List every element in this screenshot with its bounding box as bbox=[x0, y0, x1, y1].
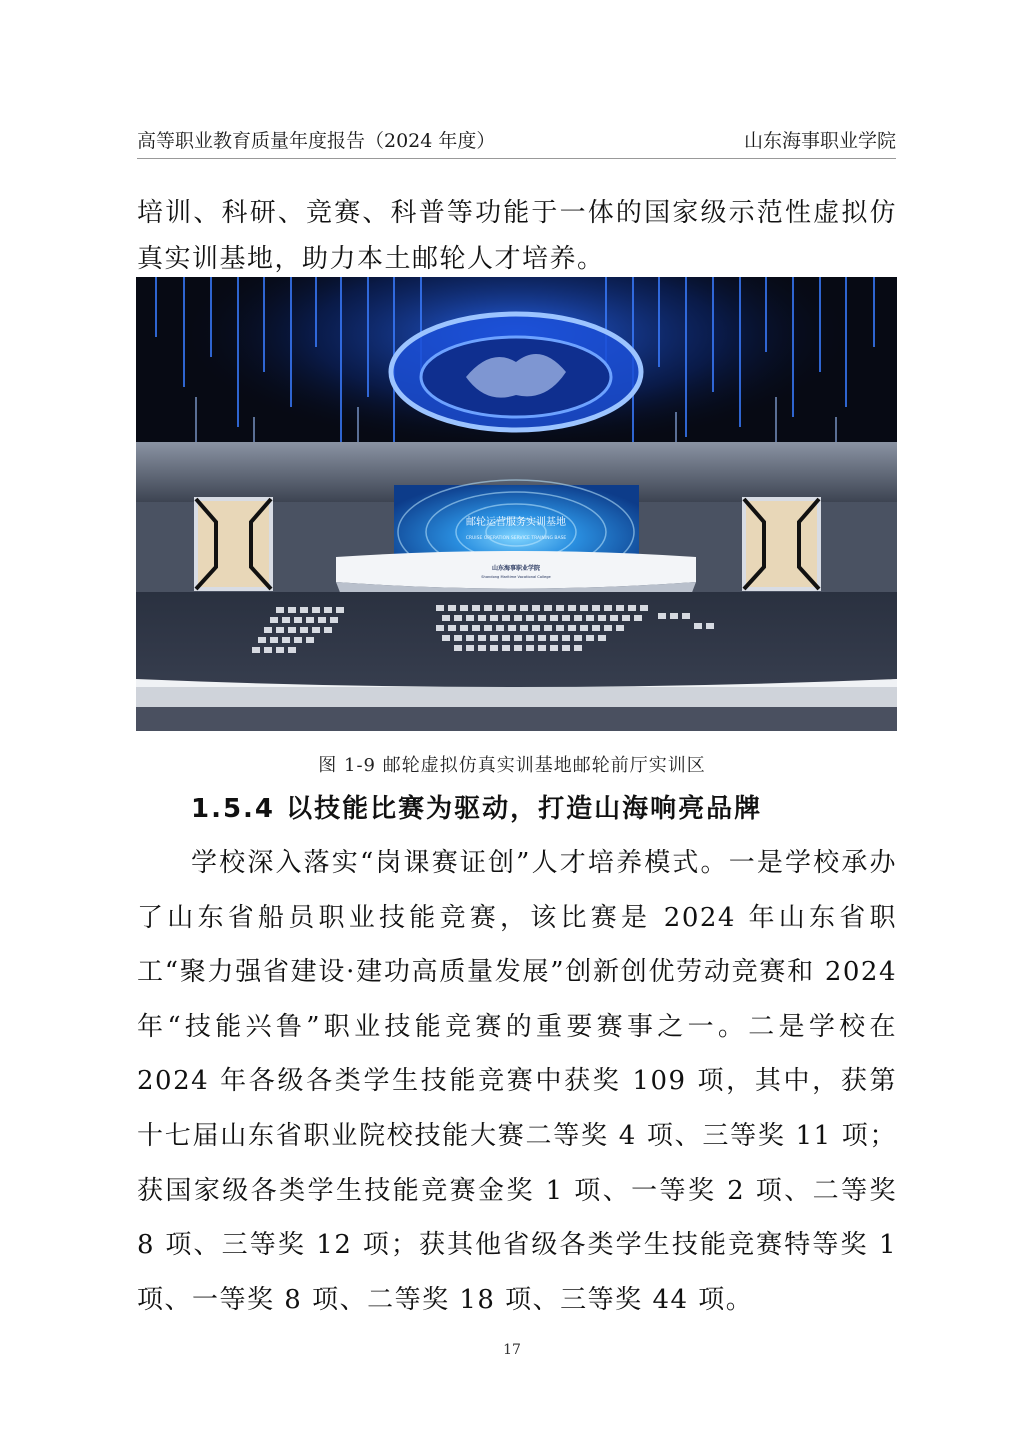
desk-sign-en: Shandong Maritime Vocational College bbox=[481, 575, 551, 579]
figure-caption: 图 1-9 邮轮虚拟仿真实训基地邮轮前厅实训区 bbox=[318, 755, 706, 776]
training-hall-illustration bbox=[136, 277, 897, 731]
school-name: 山东海事职业学院 bbox=[743, 130, 896, 152]
screen-subtitle: CRUISE OPERATION SERVICE TRAINING BASE bbox=[465, 536, 567, 541]
report-title: 高等职业教育质量年度报告（2024 年度） bbox=[137, 130, 496, 152]
screen-title: 邮轮运营服务实训基地 bbox=[466, 517, 566, 528]
page-number: 17 bbox=[503, 1342, 521, 1358]
section-heading: 1.5.4 以技能比赛为驱动，打造山海响亮品牌 bbox=[191, 794, 763, 824]
desk-sign: 山东海事职业学院 bbox=[491, 565, 541, 572]
figure-photo bbox=[136, 277, 897, 731]
header-divider bbox=[137, 158, 896, 159]
intro-paragraph: 培训、科研、竞赛、科普等功能于一体的国家级示范性虚拟仿真实训基地，助力本土邮轮人才培养。 bbox=[137, 198, 897, 274]
page-header bbox=[137, 126, 896, 156]
section-body: 学校深入落实“岗课赛证创”人才培养模式。一是学校承办了山东省船员职业技能竞赛，该比赛是 2024 年山东省职工“聚力强省建设·建功高质量发展”创新创优劳动竞赛和 2024 年“技能兴鲁”职业技能竞赛的重要赛事之一。二是学校在 2024 年各级各类学生技能竞赛中获奖 109 项，其中，获第十七届山东省职业院校技能大赛二等奖 4 项、三等奖 11 项；获国家级各类学生技能竞赛金奖 1 项、一等奖 2 项、二等奖 8 项、三等奖 12 项；获其他省级各类学生技能竞赛特等奖 1 项、一等奖 8 项、二等奖 18 项、三等奖 44 项。 bbox=[137, 848, 897, 1315]
